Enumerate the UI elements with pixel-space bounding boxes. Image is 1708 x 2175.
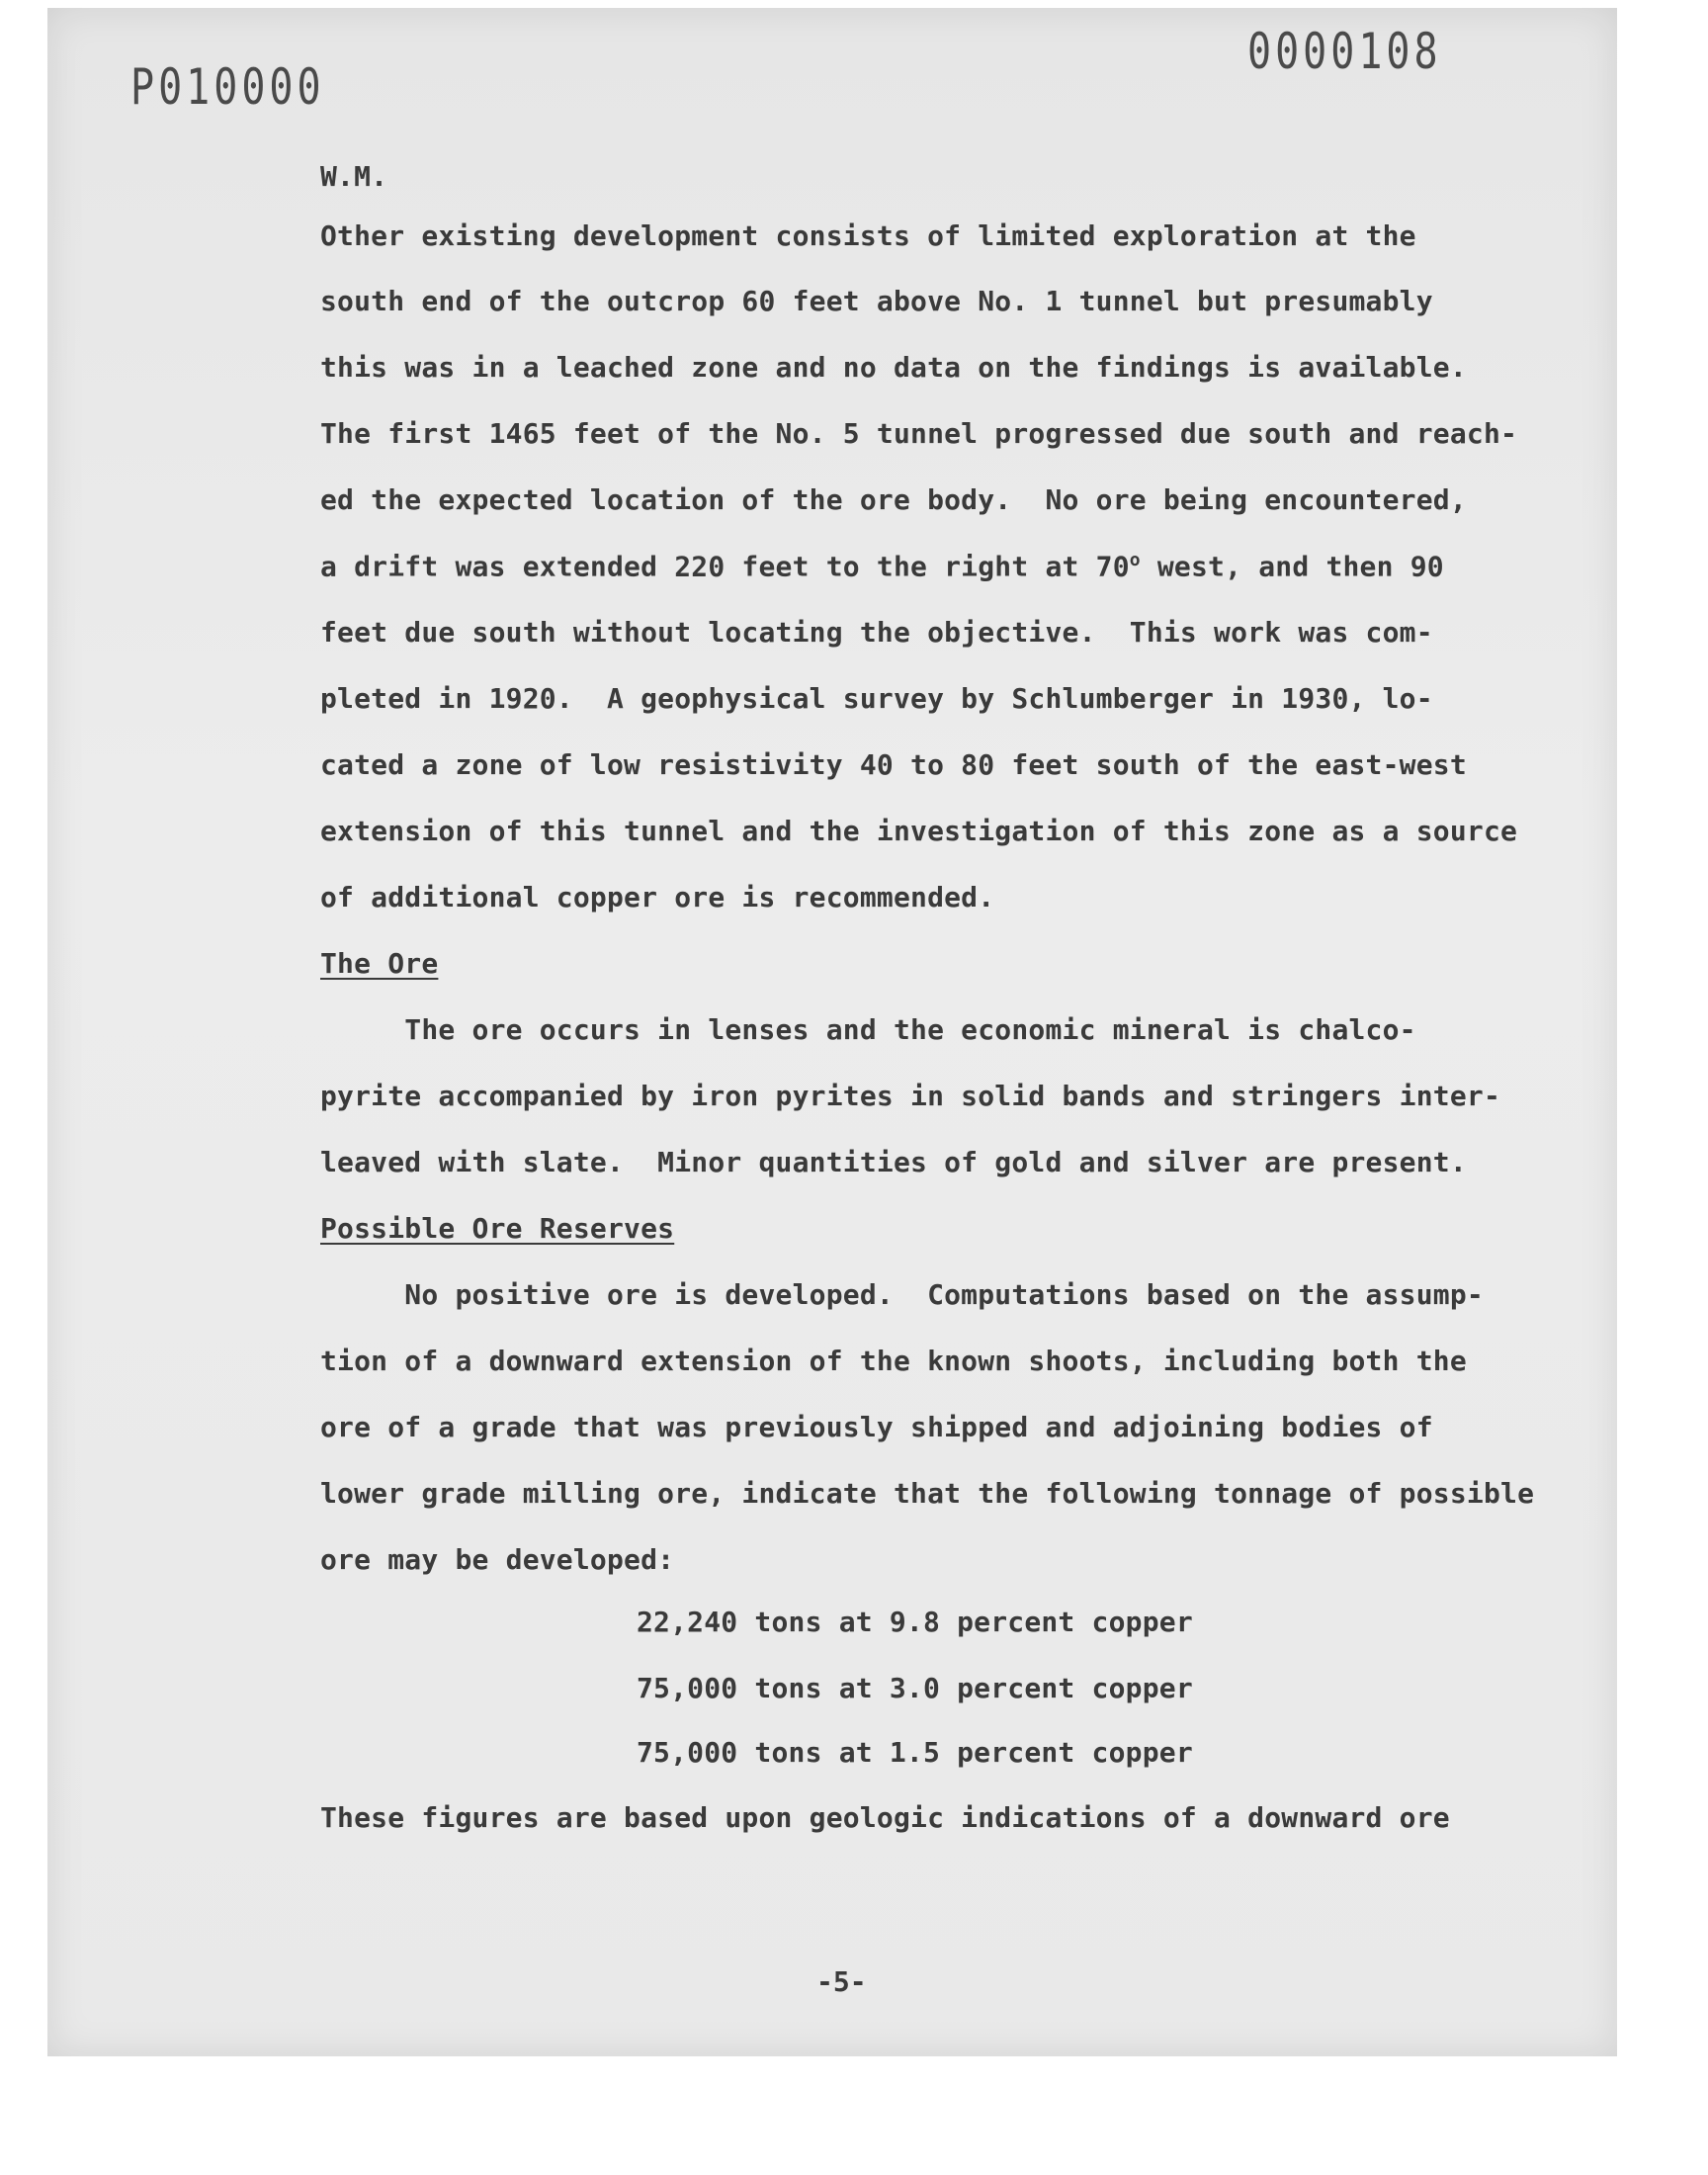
document-stamp-right: 0000108	[1247, 24, 1442, 81]
page-number: -5-	[816, 1965, 867, 1998]
body-line: of additional copper ore is recommended.	[320, 881, 995, 914]
author-initials: W.M.	[320, 160, 388, 193]
body-line: pyrite accompanied by iron pyrites in solid bands and stringers inter-	[320, 1080, 1501, 1112]
body-line: The first 1465 feet of the No. 5 tunnel progressed due south and reach-	[320, 417, 1518, 450]
body-line-text: west, and then 90	[1140, 550, 1444, 583]
tonnage-line: 22,240 tons at 9.8 percent copper	[637, 1606, 1193, 1638]
body-line: tion of a downward extension of the known shoots, including both the	[320, 1345, 1467, 1377]
body-line: feet due south without locating the objective. This work was com-	[320, 616, 1433, 649]
body-line: Other existing development consists of limited exploration at the	[320, 219, 1416, 252]
degree-mark: o	[1129, 550, 1141, 570]
body-line: cated a zone of low resistivity 40 to 80 feet south of the east-west	[320, 748, 1467, 781]
body-line: south end of the outcrop 60 feet above No. 1 tunnel but presumably	[320, 285, 1433, 317]
document-stamp-left: P010000	[130, 59, 325, 117]
body-line: lower grade milling ore, indicate that the following tonnage of possible	[320, 1477, 1535, 1510]
body-line: ore may be developed:	[320, 1543, 675, 1576]
tonnage-line: 75,000 tons at 1.5 percent copper	[637, 1736, 1193, 1769]
body-line	[320, 550, 1444, 582]
body-line: ed the expected location of the ore body. No ore being encountered,	[320, 483, 1467, 516]
body-line: pleted in 1920. A geophysical survey by Schlumberger in 1930, lo-	[320, 682, 1433, 715]
tonnage-line: 75,000 tons at 3.0 percent copper	[637, 1672, 1193, 1704]
section-heading-reserves: Possible Ore Reserves	[320, 1212, 675, 1245]
body-line: These figures are based upon geologic indications of a downward ore	[320, 1801, 1450, 1834]
body-line: The ore occurs in lenses and the economic mineral is chalco-	[320, 1013, 1416, 1046]
body-line: leaved with slate. Minor quantities of gold and silver are present.	[320, 1146, 1467, 1178]
body-line-text: a drift was extended 220 feet to the right at 70	[320, 550, 1130, 583]
body-line: extension of this tunnel and the investigation of this zone as a source	[320, 815, 1518, 847]
section-heading-ore: The Ore	[320, 947, 439, 980]
body-line: ore of a grade that was previously shipped and adjoining bodies of	[320, 1411, 1433, 1443]
body-line: this was in a leached zone and no data on the findings is available.	[320, 351, 1467, 384]
body-line: No positive ore is developed. Computations based on the assump-	[320, 1278, 1484, 1311]
